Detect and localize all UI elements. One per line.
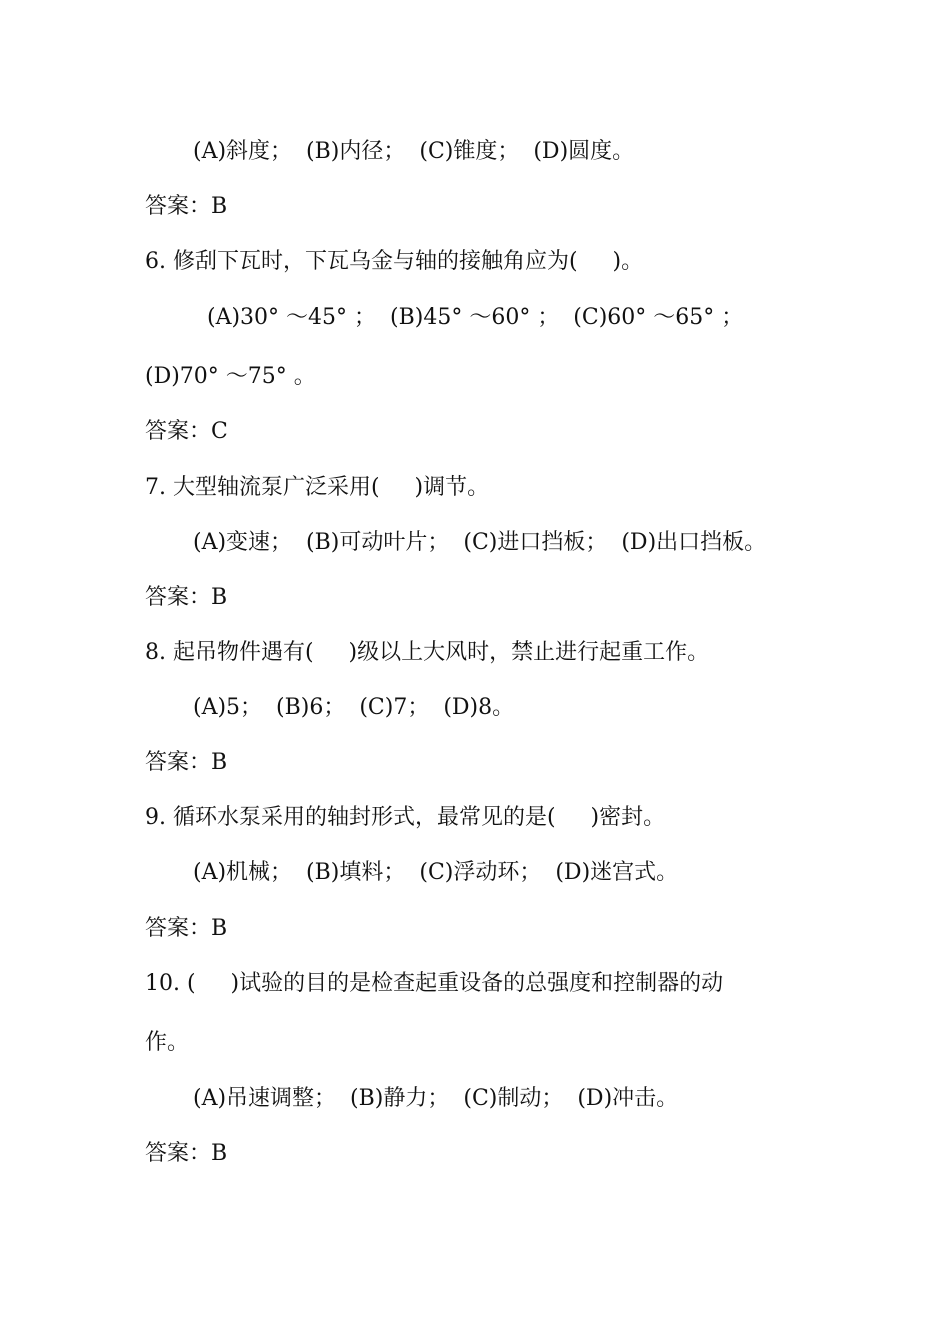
q6-answer: 答案：C xyxy=(145,419,228,444)
q9-options: (A)机械； (B)填料； (C)浮动环； (D)迷宫式。 xyxy=(193,860,679,885)
question-7: 7. 大型轴流泵广泛采用( )调节。 xyxy=(145,475,490,500)
q8-options: (A)5； (B)6； (C)7； (D)8。 xyxy=(193,695,515,720)
q6-options: (A)30° ～45° ； (B)45° ～60° ； (C)60° ～65° ； xyxy=(200,305,744,330)
q6-options-cont: (D)70° ～75° 。 xyxy=(145,364,316,389)
q5-answer: 答案：B xyxy=(145,194,228,219)
question-9: 9. 循环水泵采用的轴封形式，最常见的是( )密封。 xyxy=(145,805,666,830)
q8-answer: 答案：B xyxy=(145,750,228,775)
q10-options: (A)吊速调整； (B)静力； (C)制动； (D)冲击。 xyxy=(193,1086,679,1111)
q5-options: (A)斜度； (B)内径； (C)锥度； (D)圆度。 xyxy=(193,139,635,164)
q7-answer: 答案：B xyxy=(145,585,228,610)
question-10: 10. ( )试验的目的是检查起重设备的总强度和控制器的动 xyxy=(145,971,724,996)
q10-answer: 答案：B xyxy=(145,1141,228,1166)
question-8: 8. 起吊物件遇有( )级以上大风时，禁止进行起重工作。 xyxy=(145,640,710,665)
question-6: 6. 修刮下瓦时，下瓦乌金与轴的接触角应为( )。 xyxy=(145,249,644,274)
q7-options: (A)变速； (B)可动叶片； (C)进口挡板； (D)出口挡板。 xyxy=(193,530,767,555)
question-10-cont: 作。 xyxy=(145,1030,190,1055)
q9-answer: 答案：B xyxy=(145,916,228,941)
